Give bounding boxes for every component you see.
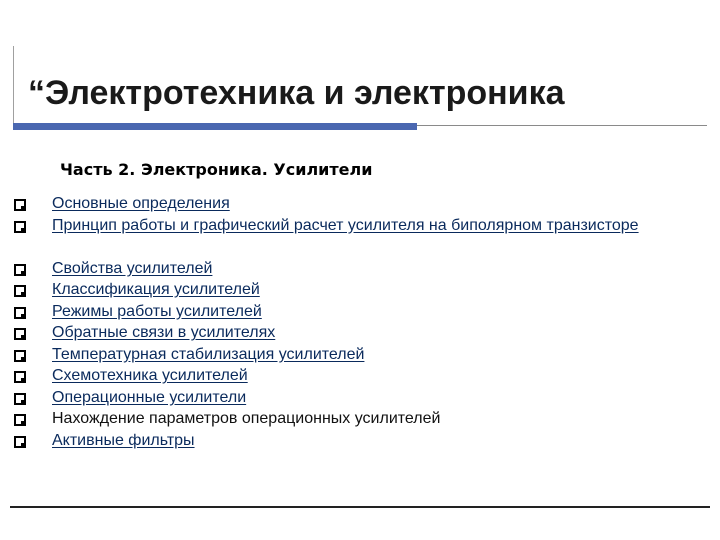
topic-link-basic-definitions[interactable]: Основные определения	[52, 195, 230, 212]
topic-link-circuit-design[interactable]: Схемотехника усилителей	[52, 367, 248, 384]
square-checkbox-icon	[14, 307, 26, 319]
square-checkbox-icon	[14, 199, 26, 211]
topic-text-op-amp-parameters: Нахождение параметров операционных усилителей	[52, 410, 441, 427]
title-underline-thin	[417, 125, 707, 126]
list-item	[14, 431, 694, 453]
title-underline-accent	[13, 123, 417, 130]
square-checkbox-icon	[14, 285, 26, 297]
topic-link-operating-modes[interactable]: Режимы работы усилителей	[52, 302, 262, 320]
square-checkbox-icon	[14, 414, 26, 426]
topic-list	[14, 194, 694, 452]
list-item	[14, 388, 694, 410]
list-item	[14, 345, 694, 367]
topic-link-op-amps[interactable]: Операционные усилители	[52, 388, 247, 406]
square-checkbox-icon	[14, 371, 26, 383]
square-checkbox-icon	[14, 436, 26, 448]
slide-title: “Электротехника и электроника	[28, 74, 565, 112]
list-item	[14, 323, 694, 345]
square-checkbox-icon	[14, 350, 26, 362]
square-checkbox-icon	[14, 221, 26, 233]
topic-link-temperature-stabilization[interactable]: Температурная стабилизация усилителей	[52, 345, 365, 363]
list-item	[14, 280, 694, 302]
topic-link-active-filters[interactable]: Активные фильтры	[52, 431, 195, 449]
topic-link-classification[interactable]: Классификация усилителей	[52, 281, 260, 298]
slide-subtitle: Часть 2. Электроника. Усилители	[60, 160, 373, 179]
list-item	[14, 302, 694, 324]
list-item	[14, 216, 694, 259]
topic-link-bipolar-amplifier[interactable]: Принцип работы и графический расчет усилителя на биполярном транзисторе	[52, 216, 639, 234]
list-item	[14, 194, 694, 216]
square-checkbox-icon	[14, 393, 26, 405]
decorative-vertical-line	[13, 46, 14, 123]
topic-link-feedback[interactable]: Обратные связи в усилителях	[52, 324, 276, 341]
topic-link-amplifier-properties[interactable]: Свойства усилителей	[52, 259, 213, 277]
list-item	[14, 366, 694, 388]
list-item	[14, 409, 694, 431]
square-checkbox-icon	[14, 264, 26, 276]
square-checkbox-icon	[14, 328, 26, 340]
footer-divider	[10, 506, 710, 508]
list-item	[14, 259, 694, 281]
